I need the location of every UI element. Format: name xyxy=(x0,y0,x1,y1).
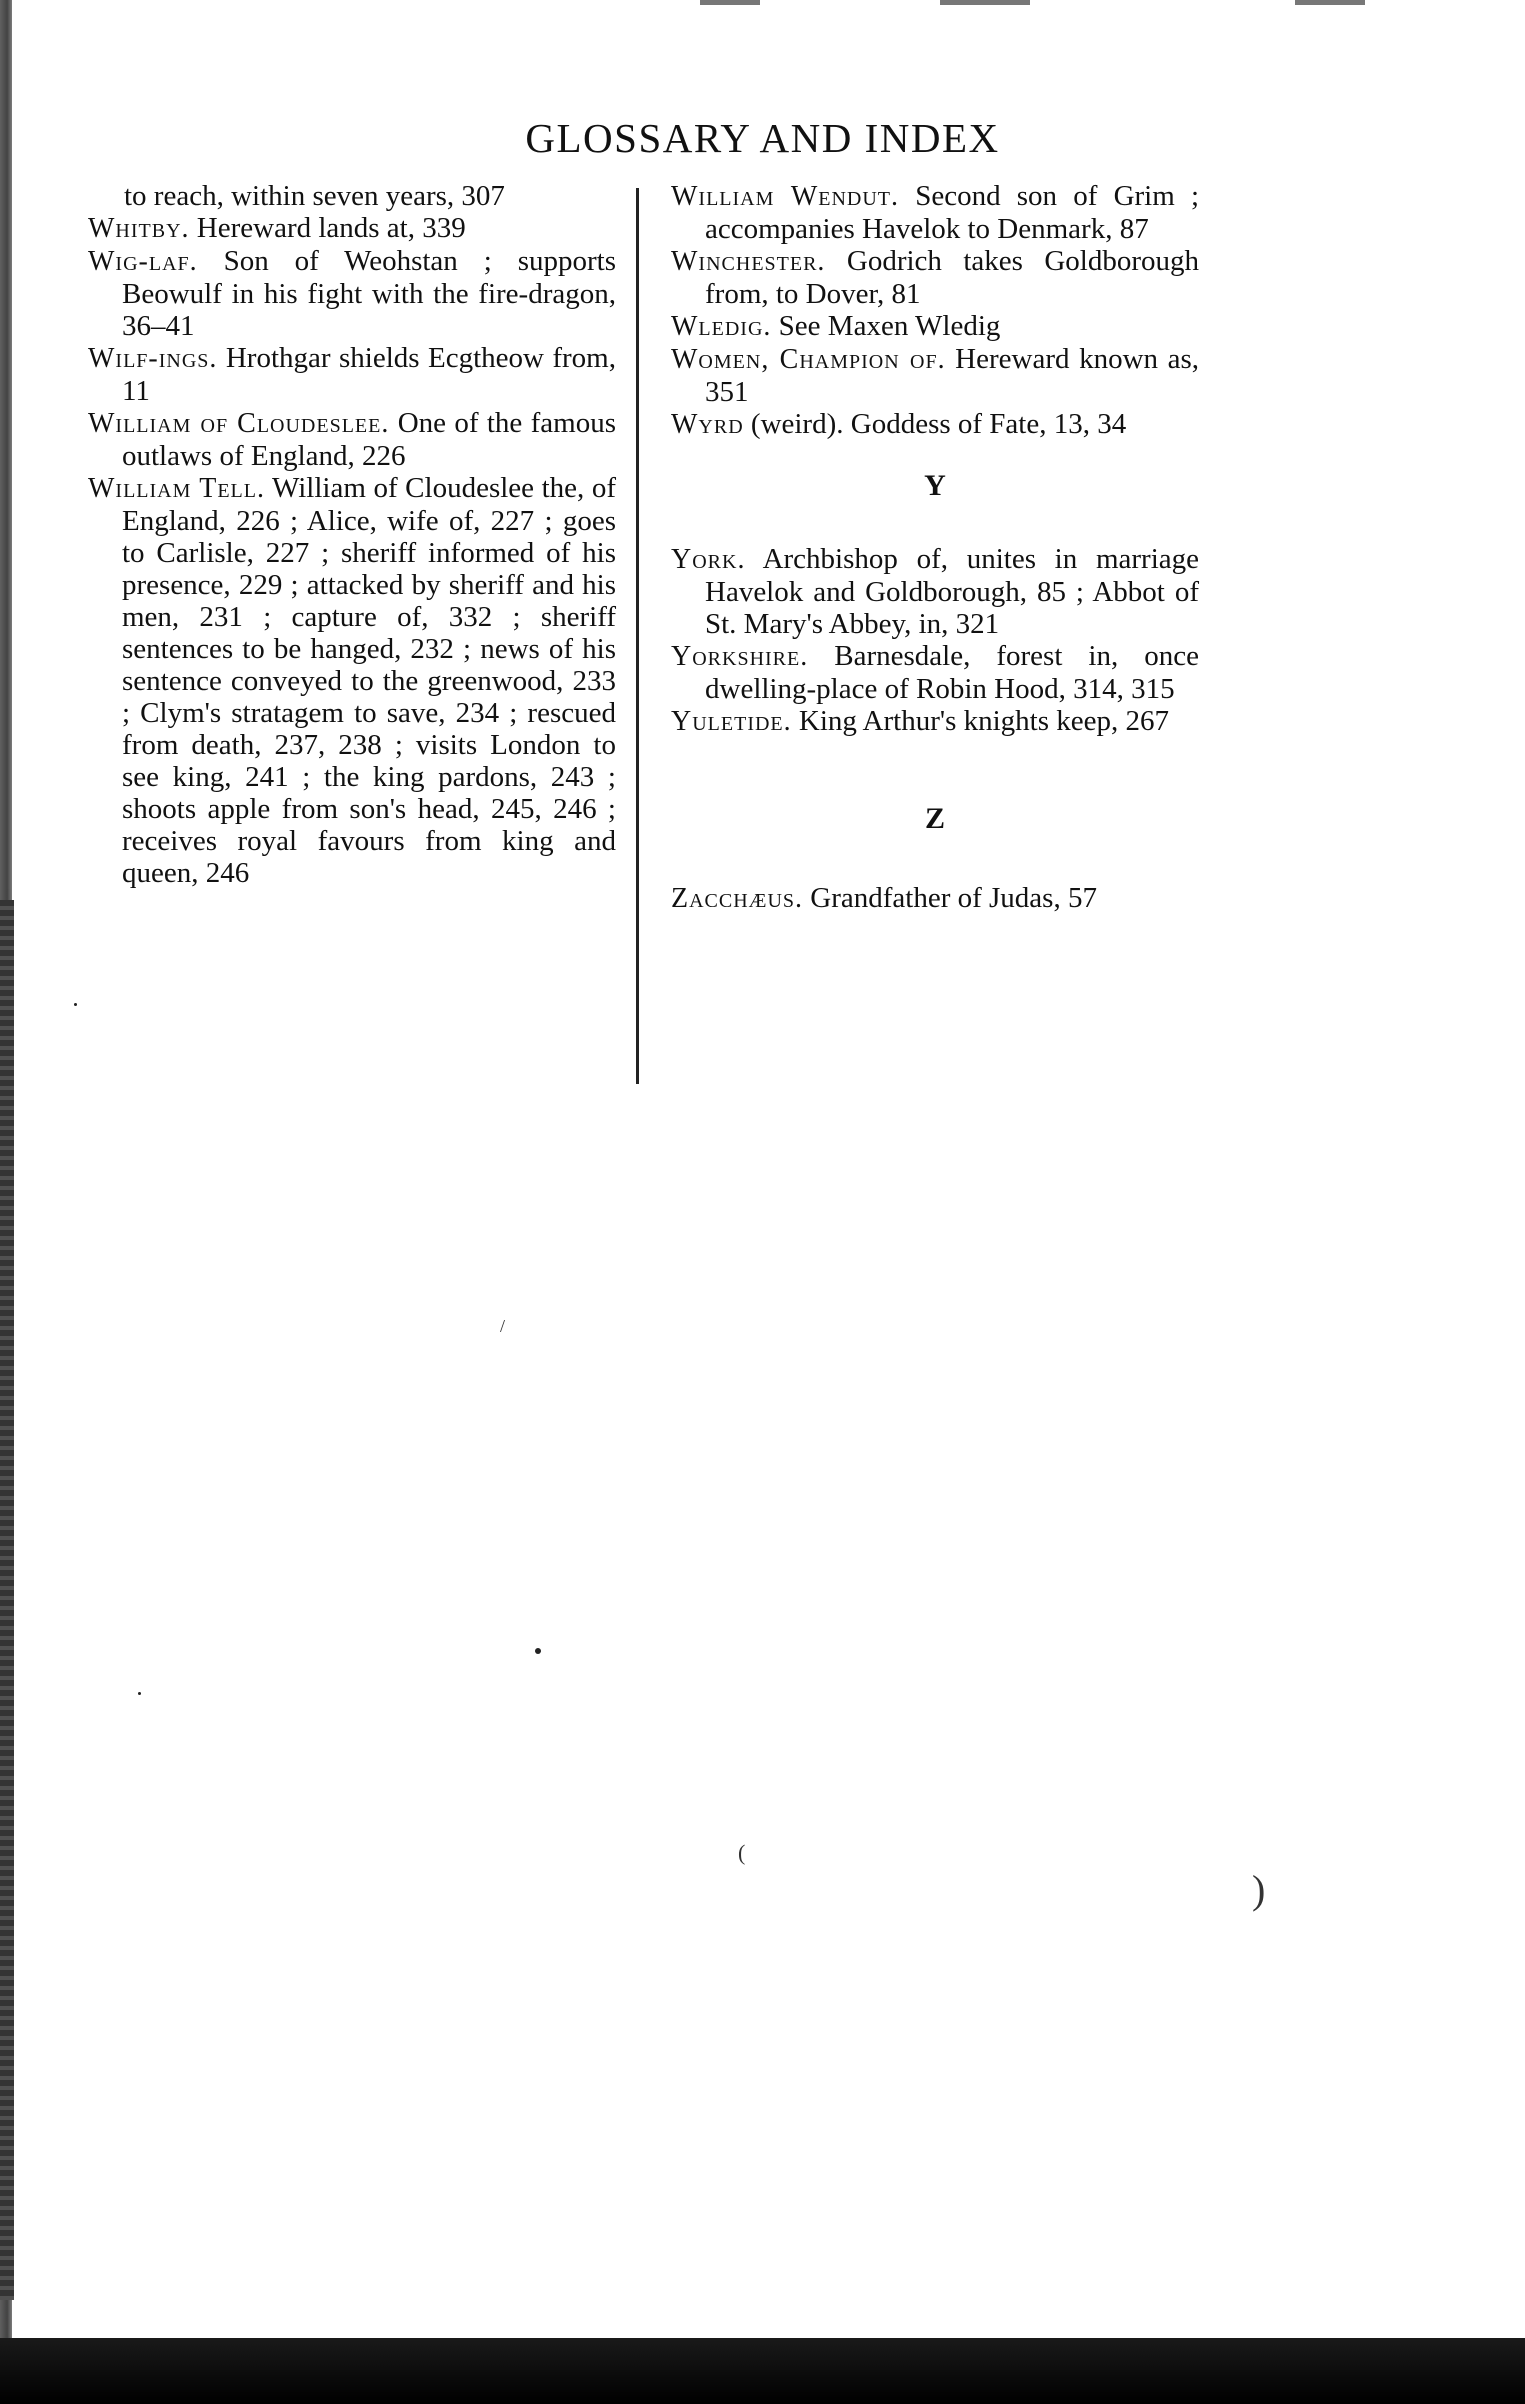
top-scan-mark xyxy=(700,0,760,5)
entry-heading: Wilf-ings. xyxy=(88,343,218,374)
entry-text: to reach, within seven years, 307 xyxy=(124,180,505,212)
entry-text: Son of Weohstan ; supports Beowulf in his fight with the fire-dragon, 36–41 xyxy=(122,245,616,342)
entry-text: Hereward known as, 351 xyxy=(705,343,1200,408)
entry-heading: William Wendut. xyxy=(671,181,900,212)
entry-text: Godrich takes Goldborough from, to Dover, 81 xyxy=(705,245,1200,310)
index-entry xyxy=(88,245,616,342)
page-binding-edge xyxy=(0,0,12,2404)
section-letter-y: Y xyxy=(924,469,946,502)
index-entry xyxy=(88,342,616,407)
top-scan-mark xyxy=(1295,0,1365,5)
entry-heading: Women, Champion of. xyxy=(671,344,946,375)
entry-heading: Yuletide. xyxy=(671,706,792,737)
page-title: GLOSSARY AND INDEX xyxy=(525,115,1000,161)
entry-heading: Winchester. xyxy=(671,246,826,277)
top-scan-mark xyxy=(940,0,1030,5)
index-entry xyxy=(88,212,616,245)
entry-text: One of the famous outlaws of England, 226 xyxy=(122,407,617,472)
index-entry xyxy=(88,180,616,212)
index-entry xyxy=(671,543,1199,640)
left-column xyxy=(88,180,616,889)
entry-heading: William Tell. xyxy=(88,473,265,504)
scan-speck xyxy=(74,1003,77,1006)
index-entry xyxy=(671,343,1199,408)
entry-text: Archbishop of, unites in marriage Havelok and Goldborough, 85 ; Abbot of St. Mary's Abbey, in, 321 xyxy=(705,543,1199,640)
entry-heading: Wledig. xyxy=(671,311,772,342)
index-entry xyxy=(88,407,616,472)
scan-mark: ) xyxy=(1252,1867,1266,1912)
entry-text: See Maxen Wledig xyxy=(778,310,1001,342)
entry-heading: Whitby. xyxy=(88,213,190,244)
entry-text: Grandfather of Judas, 57 xyxy=(810,882,1097,914)
column-divider xyxy=(636,188,639,1084)
scan-speck xyxy=(535,1648,541,1654)
index-entry xyxy=(671,180,1199,245)
scan-speck xyxy=(138,1692,141,1695)
entry-text: Second son of Grim ; accompanies Havelok to Denmark, 87 xyxy=(705,180,1200,245)
scan-mark: / xyxy=(500,1316,506,1336)
section-letter-z: Z xyxy=(924,802,945,835)
right-column xyxy=(671,180,1199,915)
index-entry xyxy=(671,245,1199,310)
entry-heading: York. xyxy=(671,544,746,575)
entry-text: Hereward lands at, 339 xyxy=(196,212,466,244)
entry-heading: Zacchæus. xyxy=(671,883,804,914)
entry-heading: Wig-laf. xyxy=(88,246,198,277)
scan-mark: ( xyxy=(738,1840,746,1865)
entry-heading: Wyrd xyxy=(671,409,744,440)
entry-heading: William of Cloudeslee. xyxy=(88,408,390,439)
entry-text: Hrothgar shields Ecgtheow from, 11 xyxy=(122,342,616,407)
entry-text: William of Cloudeslee the, of England, 226 ; Alice, wife of, 227 ; goes to Carlisle, 227 ; sheriff informed of his presence, 229 ; attacked by sheriff and his men, 231 ; capture of, 332 ; sheriff sentences to be hanged, 232 ; news of his sentence conveyed to the greenwood, 233 ; Clym's stratagem to save, 234 ; rescued from death, 237, 238 ; visits London to see king, 241 ; the king pardons, 243 ; shoots apple from son's head, 245, 246 ; receives royal favours from king and queen, 246 xyxy=(122,472,617,889)
index-entry xyxy=(671,310,1199,343)
entry-text: King Arthur's knights keep, 267 xyxy=(798,705,1170,737)
entry-text: Barnesdale, forest in, once dwelling-place of Robin Hood, 314, 315 xyxy=(705,640,1199,705)
index-entry xyxy=(671,882,1199,915)
index-entry xyxy=(88,472,616,889)
entry-text: (weird). Goddess of Fate, 13, 34 xyxy=(750,408,1127,440)
index-entry xyxy=(671,705,1199,738)
index-entry xyxy=(671,408,1199,441)
page-bottom-shadow xyxy=(0,2338,1525,2404)
index-entry xyxy=(671,640,1199,705)
entry-heading: Yorkshire. xyxy=(671,641,809,672)
